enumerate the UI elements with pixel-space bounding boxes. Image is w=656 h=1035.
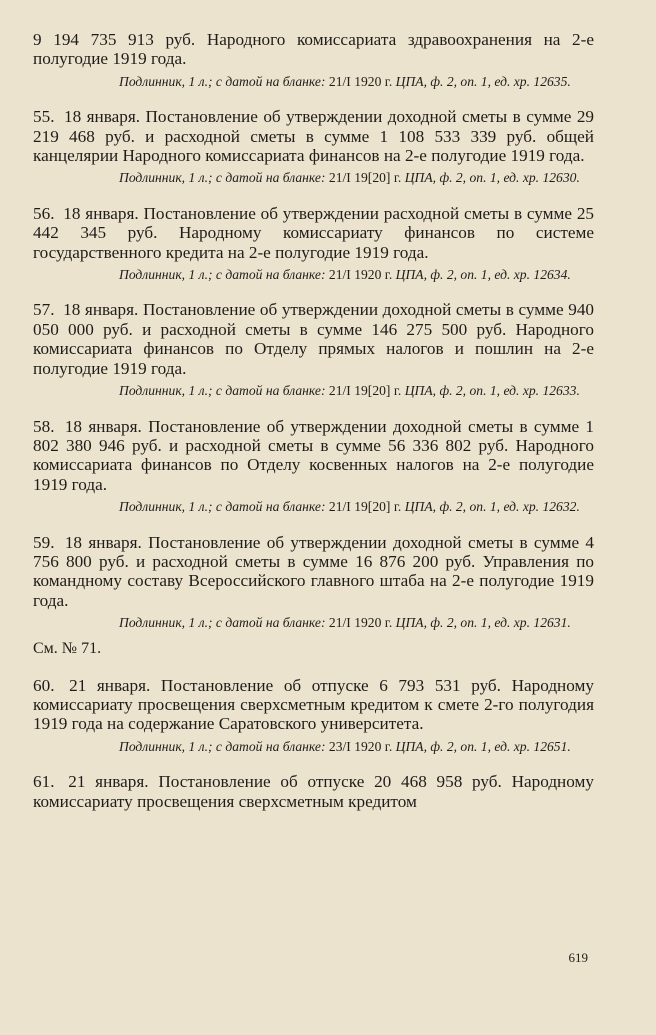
entry-text [33, 533, 594, 611]
entry-text [33, 676, 594, 734]
source-italic: Подлинник, 1 л.; с датой на бланке: [119, 267, 326, 283]
source-date: 21/I 1920 г. [328, 615, 393, 631]
entry-body: 21 января. Постановление об отпуске 20 468 958 руб. Народному комиссариату просвещения сверхсметным кредитом [33, 772, 594, 811]
entry-number: 60. [33, 675, 55, 695]
entry-text: 9 194 735 913 руб. Народного комиссариата здравоохранения на 2-е полугодие 1919 года. [33, 30, 594, 69]
source-rest: ЦПА, ф. 2, оп. 1, ед. хр. 12631. [395, 615, 571, 631]
source-date: 23/I 1920 г. [328, 738, 393, 754]
source-rest: ЦПА, ф. 2, оп. 1, ед. хр. 12651. [395, 738, 571, 754]
source-note [33, 739, 594, 754]
entry-body: 18 января. Постановление об утверждении доходной сметы в сумме 4 756 800 руб. и расходной сметы в сумме 16 876 200 руб. Управления по командному составу Всероссийского главного штаба на 2-е полугодие 1919 года. [33, 532, 595, 610]
entry-61 [33, 772, 594, 811]
entry-59 [33, 533, 594, 658]
source-note [33, 383, 594, 398]
entry-text [33, 417, 594, 495]
entry-body: 18 января. Постановление об утверждении доходной сметы в сумме 1 802 380 946 руб. и расходной сметы в сумме 56 336 802 руб. Народного комиссариата финансов по Отделу косвенных налогов на 2-е полугодие 1919 года. [33, 416, 595, 494]
source-rest: ЦПА, ф. 2, оп. 1, ед. хр. 12630. [404, 170, 580, 186]
page-number: 619 [568, 950, 588, 965]
entry-number: 57. [33, 300, 55, 320]
source-note [33, 267, 594, 282]
entry-58 [33, 417, 594, 515]
source-italic: Подлинник, 1 л.; с датой на бланке: [119, 170, 326, 186]
source-note [33, 74, 594, 89]
source-rest: ЦПА, ф. 2, оп. 1, ед. хр. 12635. [395, 73, 571, 89]
entry-body: 18 января. Постановление об утверждении доходной сметы в сумме 29 219 468 руб. и расходной сметы в сумме 1 108 533 339 руб. общей канцелярии Народного комиссариата финансов на 2-е полугодие 1919 года. [33, 107, 595, 166]
entry-number: 61. [33, 772, 55, 792]
source-date: 21/I 19[20] г. [328, 170, 402, 186]
see-also: См. № 71. [33, 639, 102, 657]
entry-body: 21 января. Постановление об отпуске 6 793 531 руб. Народному комиссариату просвещения сверхсметным кредитом к смете 2-го полугодия 1919 года на содержание Саратовского университета. [33, 675, 594, 734]
entry-text [33, 772, 594, 811]
source-date: 21/I 19[20] г. [328, 383, 402, 399]
entry-continuation [33, 30, 594, 89]
source-italic: Подлинник, 1 л.; с датой на бланке: [119, 383, 326, 399]
source-rest: ЦПА, ф. 2, оп. 1, ед. хр. 12634. [395, 267, 571, 283]
source-italic: Подлинник, 1 л.; с датой на бланке: [119, 499, 326, 515]
entry-number: 56. [33, 203, 55, 223]
source-note [33, 170, 594, 185]
entry-text [33, 300, 594, 378]
source-date: 21/I 19[20] г. [328, 499, 402, 515]
entry-55 [33, 107, 594, 186]
source-note [33, 499, 594, 514]
entry-number: 55. [33, 107, 55, 127]
source-rest: ЦПА, ф. 2, оп. 1, ед. хр. 12633. [404, 383, 580, 399]
entry-body: 18 января. Постановление об утверждении расходной сметы в сумме 25 442 345 руб. Народному комиссариату финансов по системе государственного кредита на 2-е полугодие 1919 года. [33, 203, 595, 262]
entry-body: 18 января. Постановление об утверждении доходной сметы в сумме 940 050 000 руб. и расходной сметы в сумме 146 275 500 руб. Народного комиссариата финансов по Отделу прямых налогов и пошлин на 2-е полугодие 1919 года. [33, 300, 595, 378]
source-date: 21/I 1920 г. [328, 267, 393, 283]
entry-60 [33, 676, 594, 755]
entry-text [33, 107, 594, 165]
entry-57 [33, 300, 594, 398]
entry-56 [33, 204, 594, 283]
source-italic: Подлинник, 1 л.; с датой на бланке: [119, 615, 326, 631]
source-italic: Подлинник, 1 л.; с датой на бланке: [119, 73, 326, 89]
entry-text [33, 204, 594, 262]
source-rest: ЦПА, ф. 2, оп. 1, ед. хр. 12632. [404, 499, 580, 515]
entry-number: 59. [33, 532, 55, 552]
entry-number: 58. [33, 416, 55, 436]
source-note [33, 615, 594, 630]
source-date: 21/I 1920 г. [328, 73, 393, 89]
source-italic: Подлинник, 1 л.; с датой на бланке: [119, 738, 326, 754]
